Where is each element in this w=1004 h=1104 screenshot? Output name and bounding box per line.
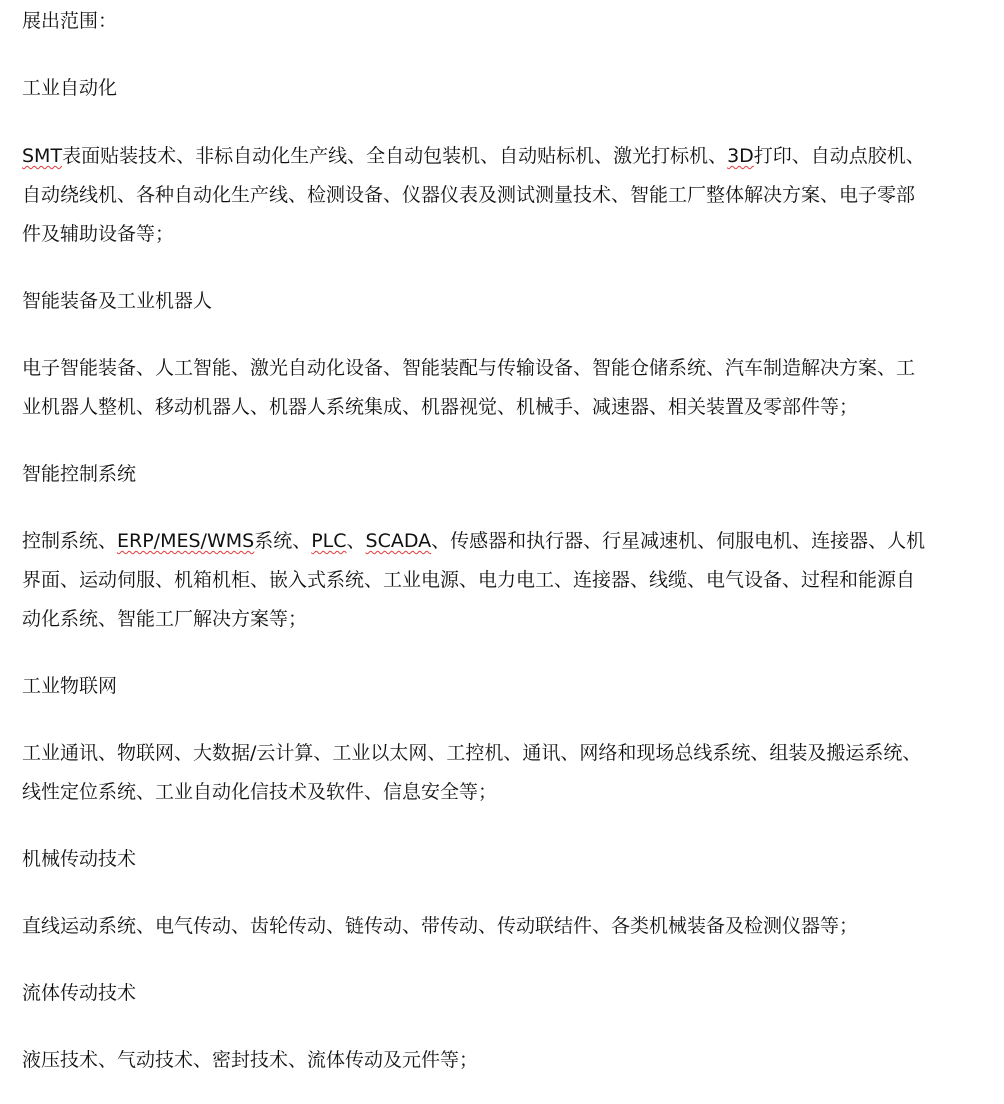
section-heading: 智能控制系统 <box>22 463 137 485</box>
section-body-line: 工业通讯、物联网、大数据/云计算、工业以太网、工控机、通讯、网络和现场总线系统、组装及搬运系统、 <box>22 742 922 764</box>
section-heading: 智能装备及工业机器人 <box>22 290 213 312</box>
section-body-line: 线性定位系统、工业自动化信技术及软件、信息安全等； <box>22 781 498 803</box>
section-body-line: 液压技术、气动技术、密封技术、流体传动及元件等； <box>22 1049 479 1071</box>
spellcheck-word[interactable]: PLC <box>311 530 347 552</box>
spellcheck-word[interactable]: ERP/MES/WMS <box>117 530 255 552</box>
text-run: 、 <box>346 530 366 552</box>
section-heading: 机械传动技术 <box>22 848 137 870</box>
section-body-line: 界面、运动伺服、机箱机柜、嵌入式系统、工业电源、电力电工、连接器、线缆、电气设备、过程和能源自 <box>22 569 916 591</box>
section-body-line: 电子智能装备、人工智能、激光自动化设备、智能装配与传输设备、智能仓储系统、汽车制造解决方案、工 <box>22 357 916 379</box>
text-run: 系统、 <box>254 530 312 552</box>
spellcheck-word[interactable]: 3D <box>727 145 754 167</box>
text-run: 、传感器和执行器、行星减速机、伺服电机、连接器、人机 <box>431 530 926 552</box>
section-body-line: 业机器人整机、移动机器人、机器人系统集成、机器视觉、机械手、减速器、相关装置及零部件等； <box>22 396 859 418</box>
section-heading: 流体传动技术 <box>22 982 137 1004</box>
spellcheck-word[interactable]: SMT <box>22 145 63 167</box>
text-run: 表面贴装技术、非标自动化生产线、全自动包装机、自动贴标机、激光打标机、 <box>62 145 728 167</box>
intro-heading: 展出范围： <box>22 10 118 32</box>
section-body-line: 动化系统、智能工厂解决方案等； <box>22 608 308 630</box>
section-body-line <box>22 143 925 169</box>
section-heading: 工业自动化 <box>22 77 118 99</box>
section-body-line <box>22 528 925 554</box>
spellcheck-word[interactable]: SCADA <box>365 530 432 552</box>
text-run: 控制系统、 <box>22 530 118 552</box>
section-body-line: 件及辅助设备等； <box>22 223 175 245</box>
section-body-line: 自动绕线机、各种自动化生产线、检测设备、仪器仪表及测试测量技术、智能工厂整体解决方案、电子零部 <box>22 184 916 206</box>
section-heading: 工业物联网 <box>22 675 118 697</box>
text-run: 打印、自动点胶机、 <box>753 145 925 167</box>
section-body-line: 直线运动系统、电气传动、齿轮传动、链传动、带传动、传动联结件、各类机械装备及检测仪器等； <box>22 915 859 937</box>
